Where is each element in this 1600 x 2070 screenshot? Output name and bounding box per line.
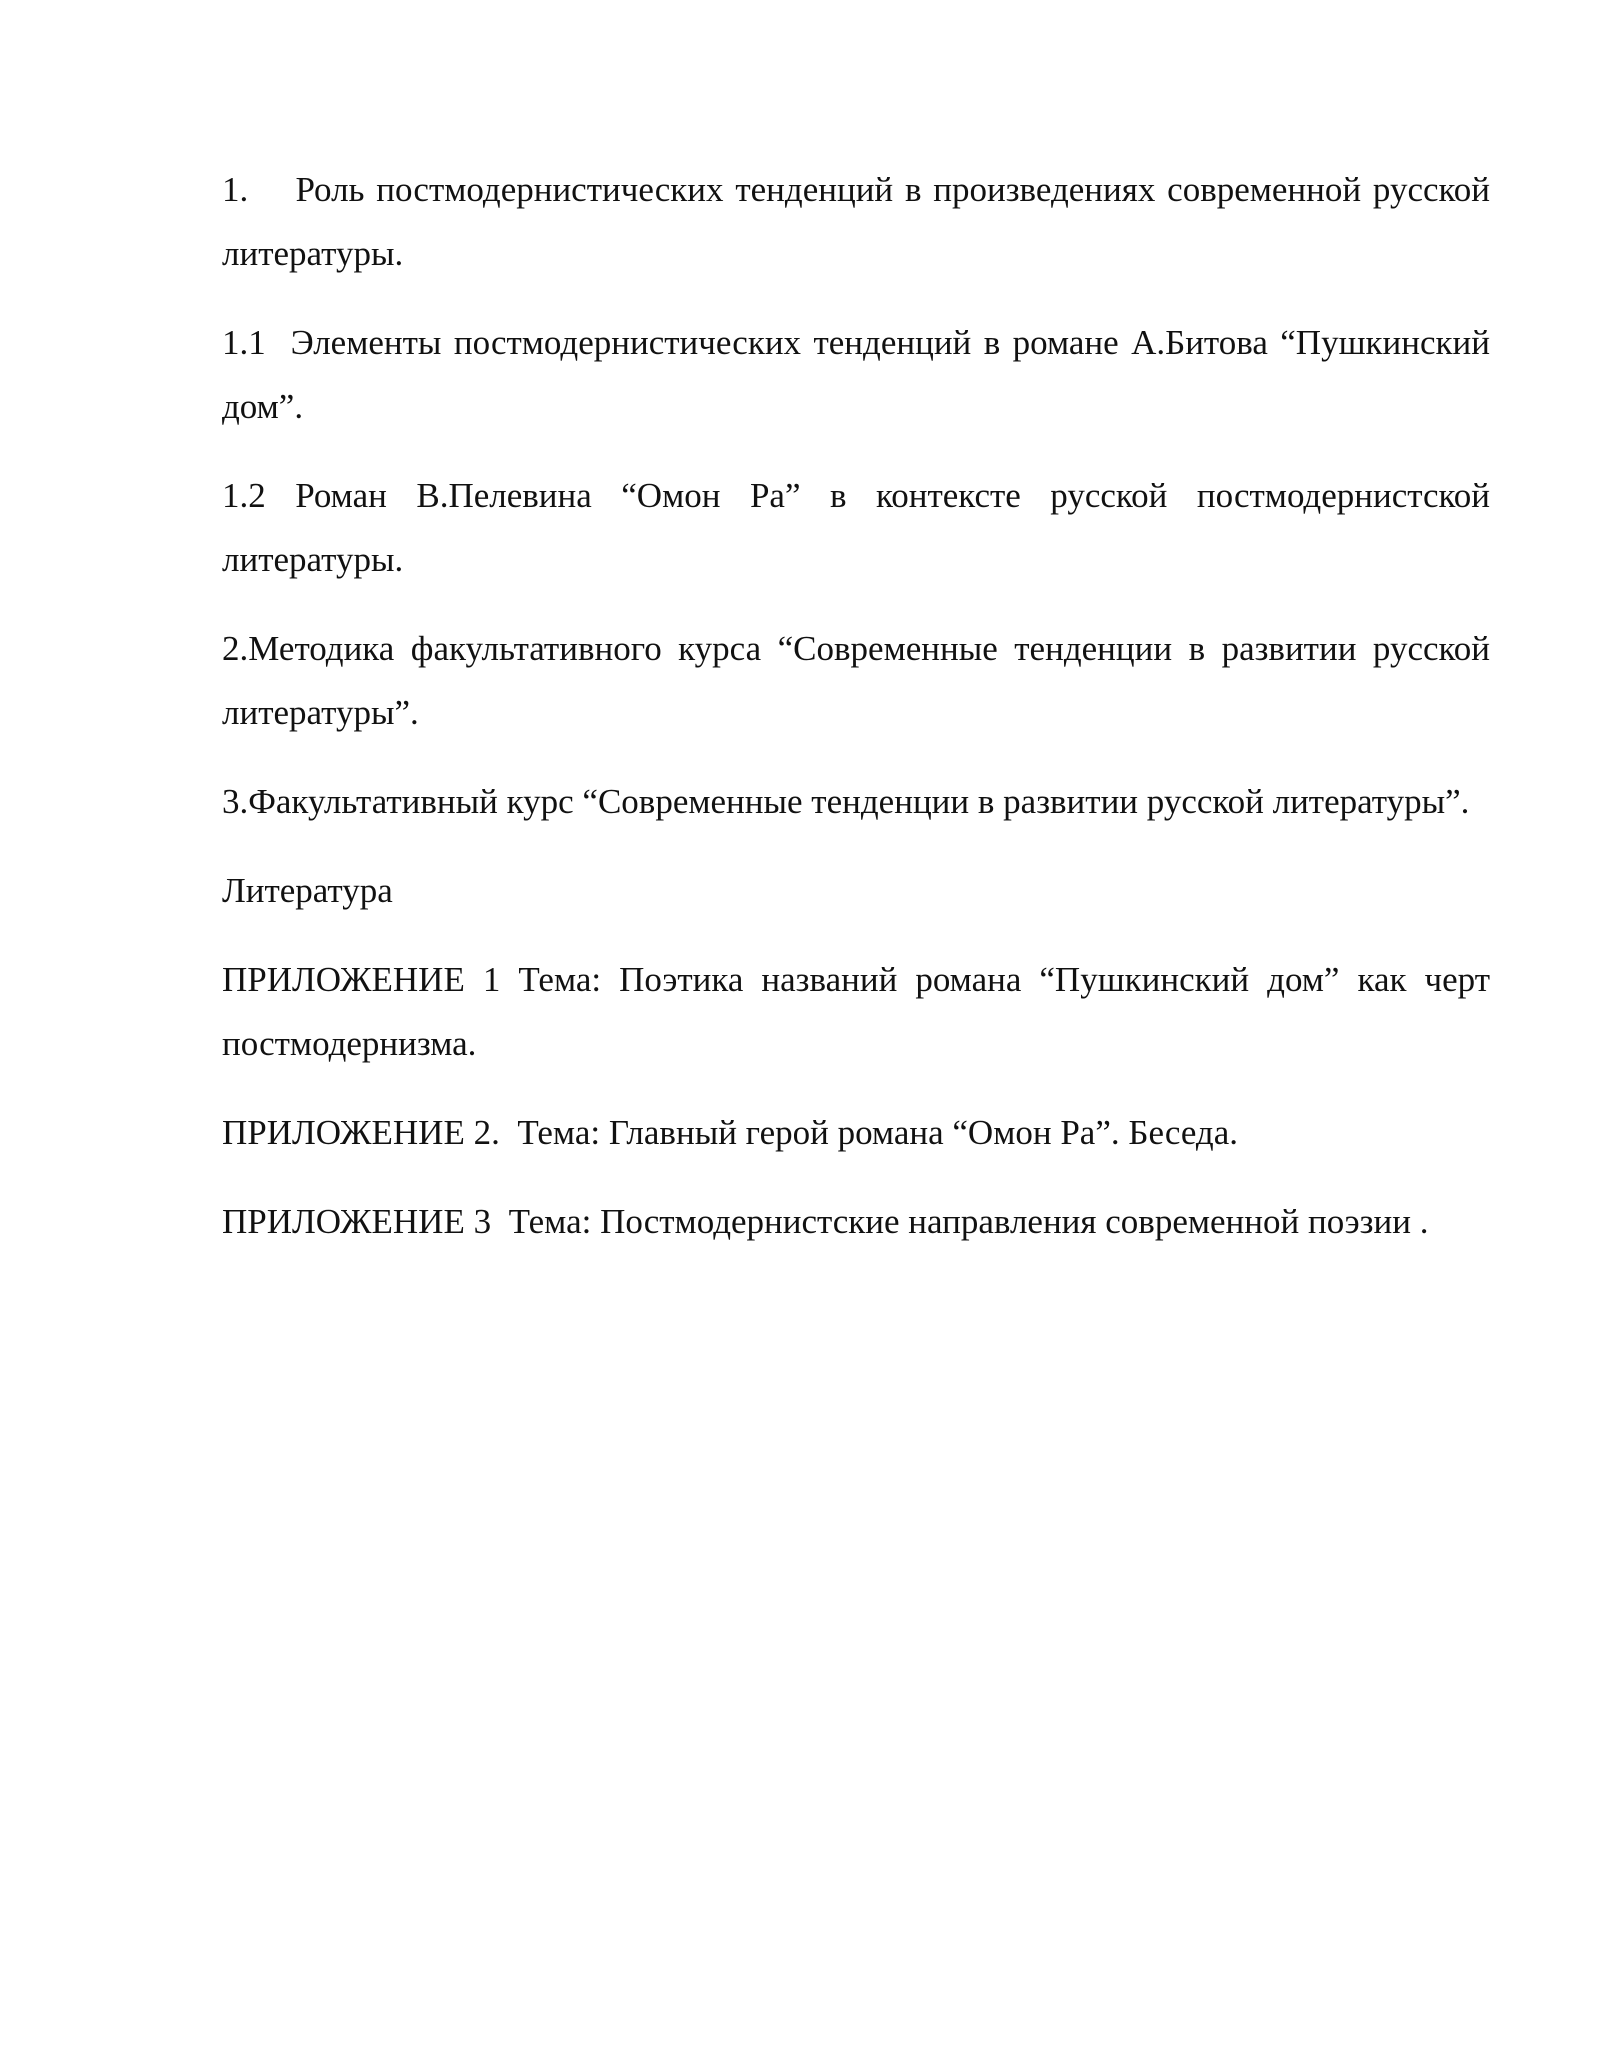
document-page: [222, 158, 1490, 1279]
toc-item-1-2: 1.2 Роман В.Пелевина “Омон Ра” в контексте русской постмодернистской литературы.: [222, 476, 1490, 579]
toc-item-1-1: 1.1 Элементы постмодернистических тенденций в романе А.Битова “Пушкинский дом”.: [222, 323, 1490, 426]
toc-item-2: 2.Методика факультативного курса “Современные тенденции в развитии русской литературы”.: [222, 629, 1490, 732]
toc-item-appendix-3: ПРИЛОЖЕНИЕ 3 Тема: Постмодернистские направления современной поэзии .: [222, 1202, 1429, 1241]
toc-item-appendix-1: ПРИЛОЖЕНИЕ 1 Тема: Поэтика названий романа “Пушкинский дом” как черт постмодернизма.: [222, 960, 1490, 1063]
toc-item-literature: Литература: [222, 871, 393, 910]
toc-item-3: 3.Факультативный курс “Современные тенденции в развитии русской литературы”.: [222, 782, 1470, 821]
toc-item-1: 1. Роль постмодернистических тенденций в произведениях современной русской литературы.: [222, 170, 1490, 273]
toc-item-appendix-2: ПРИЛОЖЕНИЕ 2. Тема: Главный герой романа “Омон Ра”. Беседа.: [222, 1113, 1238, 1152]
